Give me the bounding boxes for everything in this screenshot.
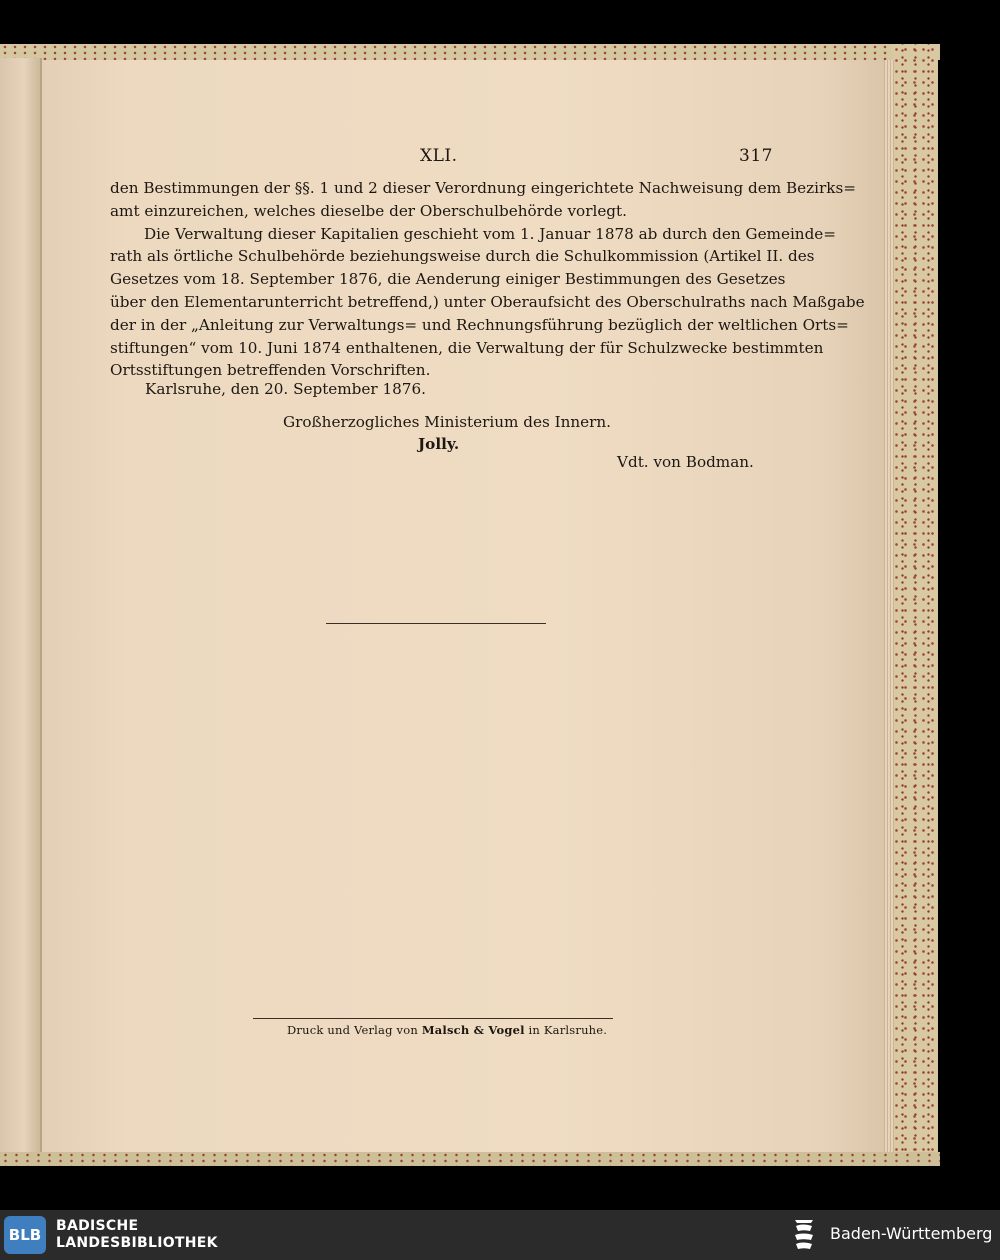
baden-wuerttemberg-lions-icon [792,1216,818,1254]
printer-imprint [287,1023,607,1037]
section-divider [326,623,546,624]
page-stack-edges [884,60,894,1158]
book-cover-board [892,44,938,1164]
state-name[interactable]: Baden-Württemberg [830,1224,993,1243]
minister-signature: Jolly. [418,435,460,453]
body-line: rath als örtliche Schulbehörde beziehungsweise durch die Schulkommission (Artikel II. des [110,247,815,266]
body-line: Die Verwaltung dieser Kapitalien geschieht vom 1. Januar 1878 ab durch den Gemeinde= [144,224,837,243]
body-line: den Bestimmungen der §§. 1 und 2 dieser Verordnung eingerichtete Nachweisung dem Bezirks= [110,179,856,197]
body-line: Gesetzes vom 18. September 1876, die Aenderung einiger Bestimmungen des Gesetzes [110,270,786,289]
blb-logo[interactable]: BLB [4,1216,46,1254]
imprint-divider [253,1018,613,1019]
library-name-line2: LANDESBIBLIOTHEK [56,1235,218,1251]
imprint-publisher: Malsch & Vogel [421,1023,525,1037]
book-cover-bottom-edge [0,1152,940,1166]
library-name-line1: BADISCHE [56,1218,139,1234]
library-name[interactable] [56,1218,218,1252]
body-line: über den Elementarunterricht betreffend,) unter Oberaufsicht des Oberschulraths nach Maßgabe [110,292,865,311]
body-line: der in der „Anleitung zur Verwaltungs= und Rechnungsführung bezüglich der weltlichen Orts= [110,315,849,334]
book-cover-top-edge [0,44,940,60]
date-line: Karlsruhe, den 20. September 1876. [145,380,426,398]
body-line: amt einzureichen, welches dieselbe der Oberschulbehörde vorlegt. [110,201,627,220]
countersignature: Vdt. von Bodman. [617,453,754,471]
body-line: stiftungen“ vom 10. Juni 1874 enthaltenen, die Verwaltung der für Schulzwecke bestimmten [110,338,824,357]
left-page-edge [0,58,42,1158]
ministry-name: Großherzogliches Ministerium des Innern. [283,413,611,431]
chapter-number: XLI. [420,146,458,166]
viewer-footer [0,1210,1000,1260]
body-paragraphs [110,177,865,382]
page-number: 317 [739,146,773,166]
imprint-suffix: in Karlsruhe. [528,1023,608,1037]
imprint-prefix: Druck und Verlag von [287,1023,418,1037]
body-line: Ortsstiftungen betreffenden Vorschriften. [110,361,431,380]
